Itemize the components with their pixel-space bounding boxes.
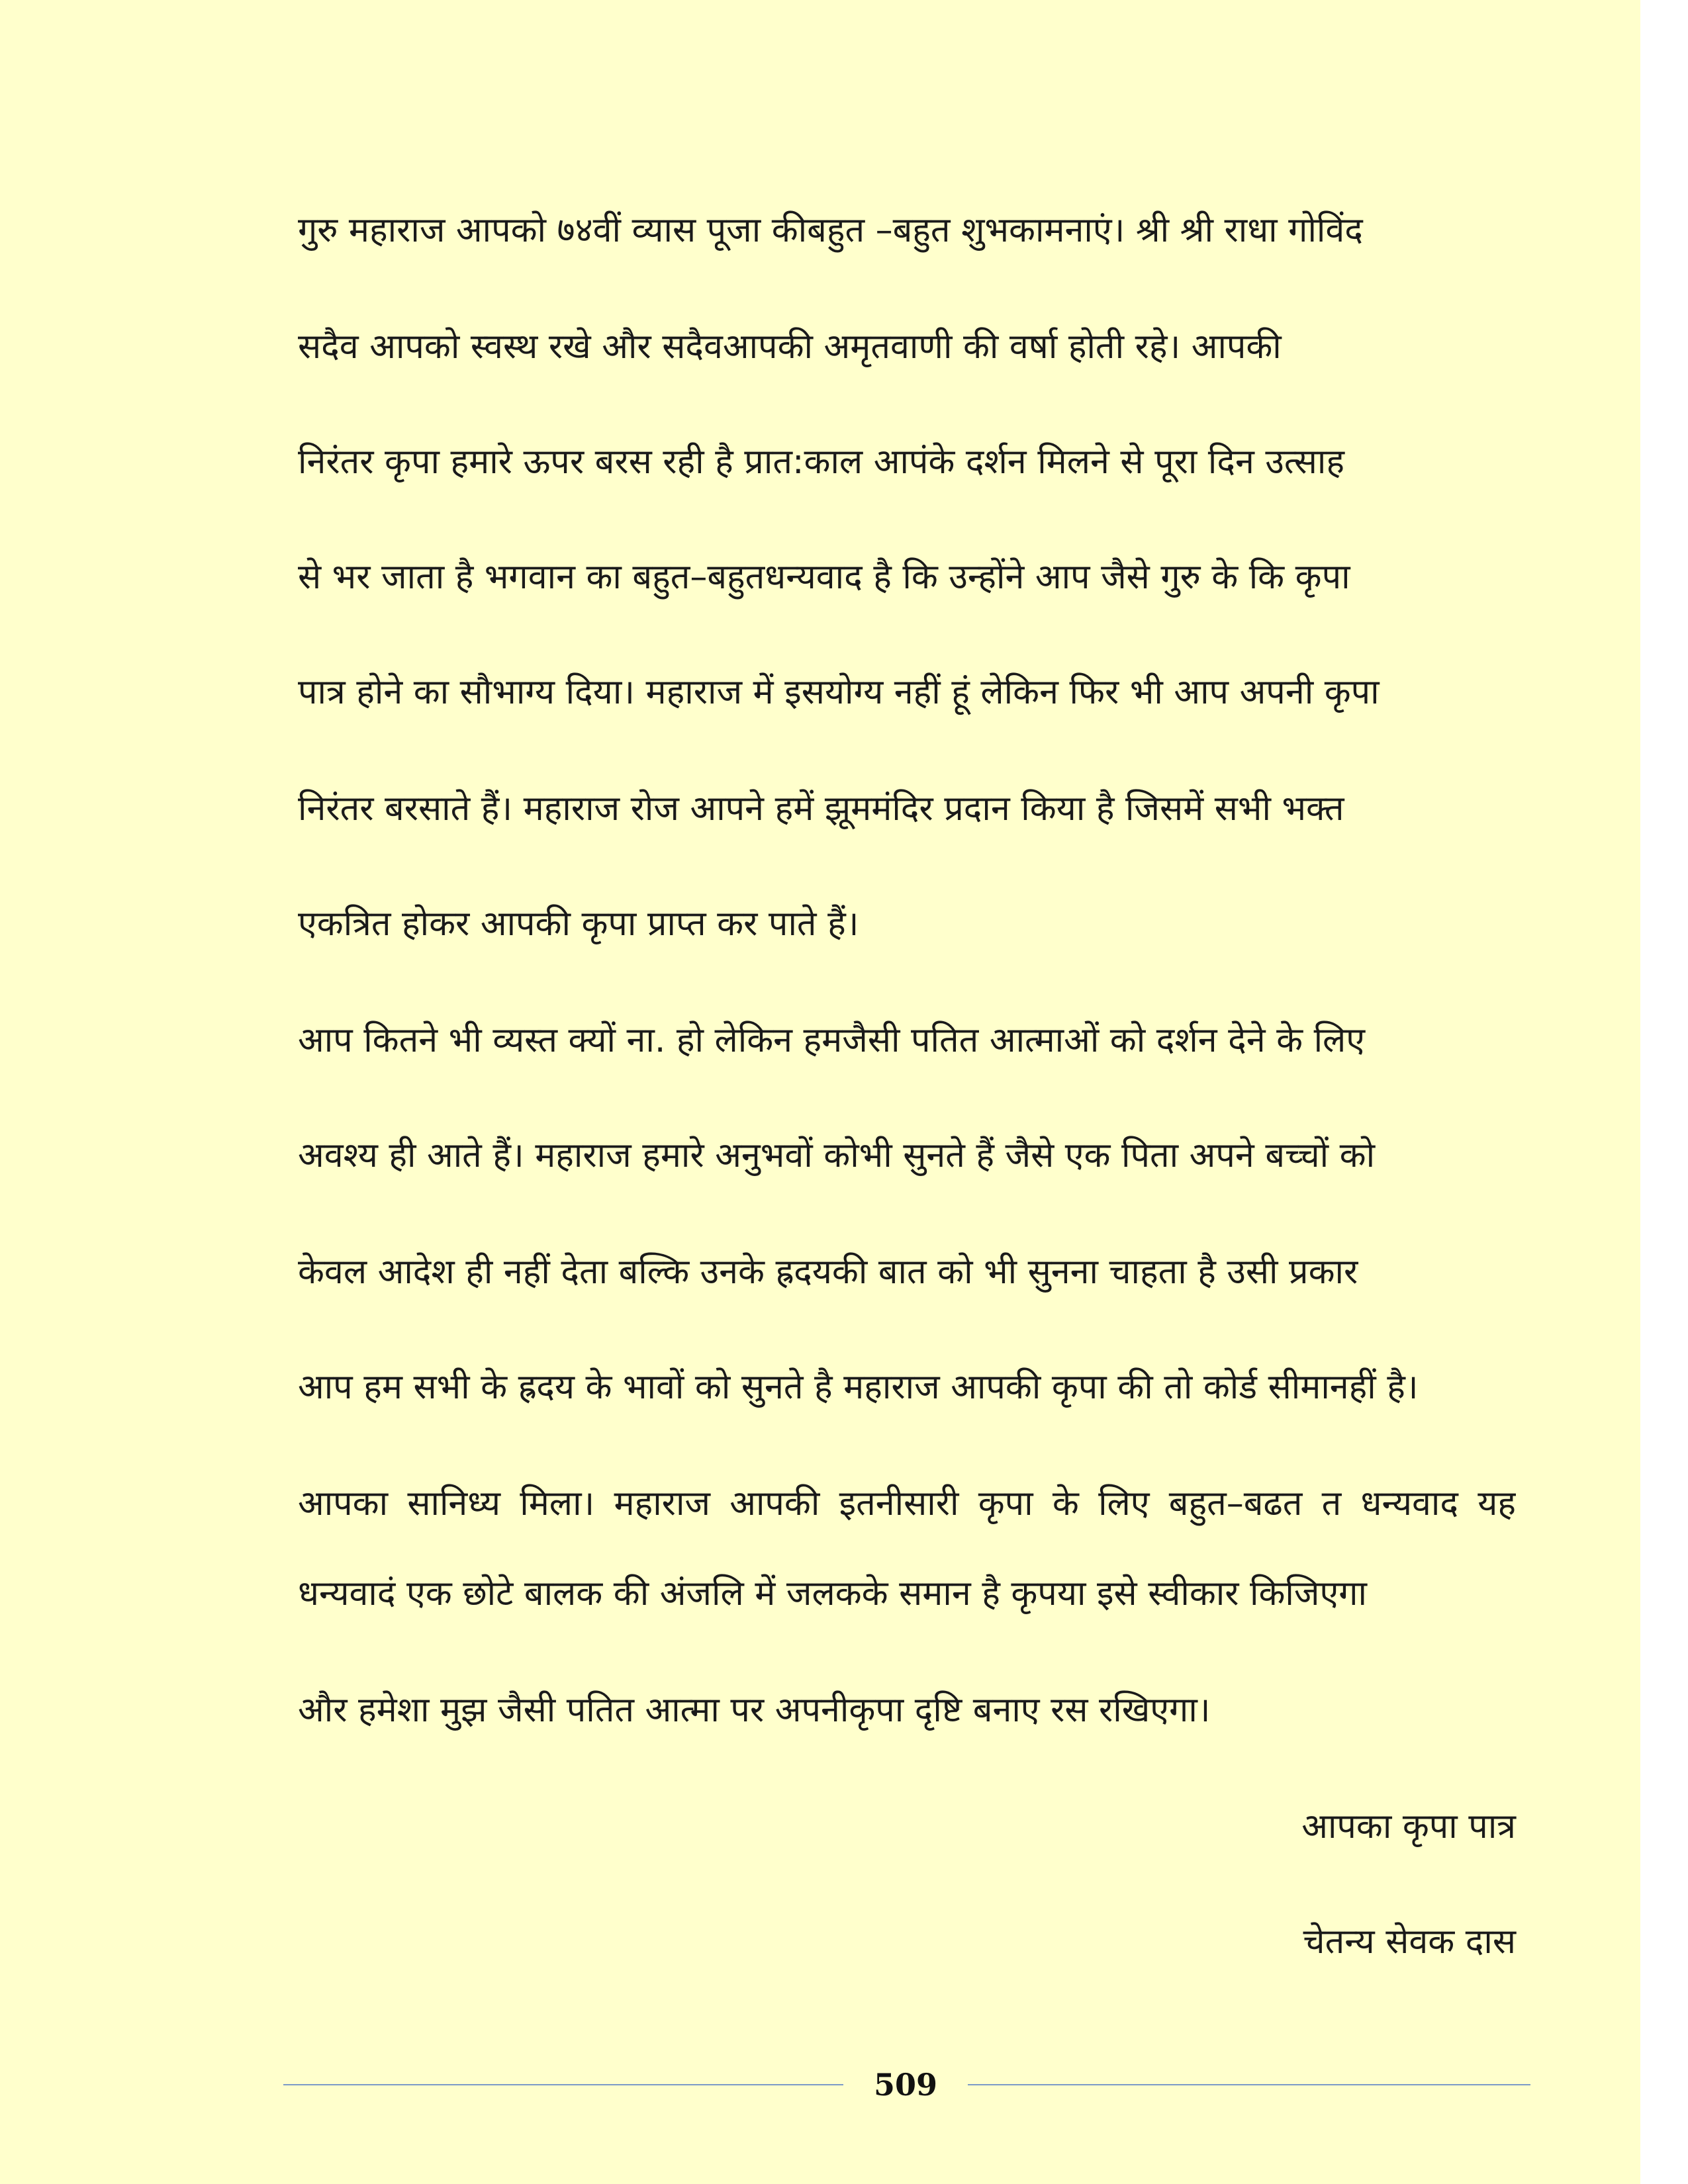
text-line: धन्यवादं एक छोटे बालक की अंजलि में जलकके समान है कृपया इसे स्वीकार किजिएगा bbox=[298, 1574, 1367, 1614]
text-line: से भर जाता है भगवान का बहुत–बहुतधन्यवाद है कि उन्होंने आप जैसे गुरु के कि कृपा bbox=[298, 557, 1350, 597]
text-line: आपका सानिध्य मिला। महाराज आपकी इतनीसारी कृपा के लिए बहुत–बढत त धन्यवाद यह bbox=[298, 1484, 1516, 1524]
text-line: अवश्य ही आते हैं। महाराज हमारे अनुभवों कोभी सुनते हैं जैसे एक पिता अपने बच्चों को bbox=[298, 1136, 1376, 1175]
text-line: केवल आदेश ही नहीं देता बल्कि उनके ह्रदयकी बात को भी सुनना चाहता है उसी प्रकार bbox=[298, 1252, 1358, 1292]
text-line: और हमेशा मुझ जैसी पतित आत्मा पर अपनीकृपा दृष्टि बनाए रस रखिएगा। bbox=[298, 1690, 1211, 1730]
footer-rule-right bbox=[968, 2084, 1530, 2085]
text-line: आप हम सभी के ह्रदय के भावों को सुनते है महाराज आपकी कृपा की तो कोर्ड सीमानहीं है। bbox=[298, 1367, 1419, 1407]
text-line: निरंतर बरसाते हैं। महाराज रोज आपने हमें झूममंदिर प्रदान किया है जिसमें सभी भक्त bbox=[298, 789, 1344, 829]
text-line: आप कितने भी व्यस्त क्यों ना. हो लेकिन हमजैसी पतित आत्माओं को दर्शन देने के लिए bbox=[298, 1021, 1366, 1060]
text-line: गुरु महाराज आपको ७४वीं व्यास पूजा कीबहुत –बहुत शुभकामनाएं। श्री श्री राधा गोविंद bbox=[298, 210, 1363, 250]
signature-name: चेतन्य सेवक दास bbox=[1303, 1922, 1516, 1962]
text-line: निरंतर कृपा हमारे ऊपर बरस रही है प्रात:काल आपंके दर्शन मिलने से पूरा दिन उत्साह bbox=[298, 442, 1344, 482]
text-line: पात्र होने का सौभाग्य दिया। महाराज में इसयोग्य नहीं हूं लेकिन फिर भी आप अपनी कृपा bbox=[298, 672, 1380, 712]
text-line: सदैव आपको स्वस्थ रखे और सदैवआपकी अमृतवाणी की वर्षा होती रहे। आपकी bbox=[298, 327, 1282, 367]
text-line: एकत्रित होकर आपकी कृपा प्राप्त कर पाते हैं। bbox=[298, 904, 859, 944]
footer-rule-left bbox=[283, 2084, 843, 2085]
page-number: 509 bbox=[873, 2067, 938, 2103]
closing-line: आपका कृपा पात्र bbox=[1301, 1807, 1516, 1846]
